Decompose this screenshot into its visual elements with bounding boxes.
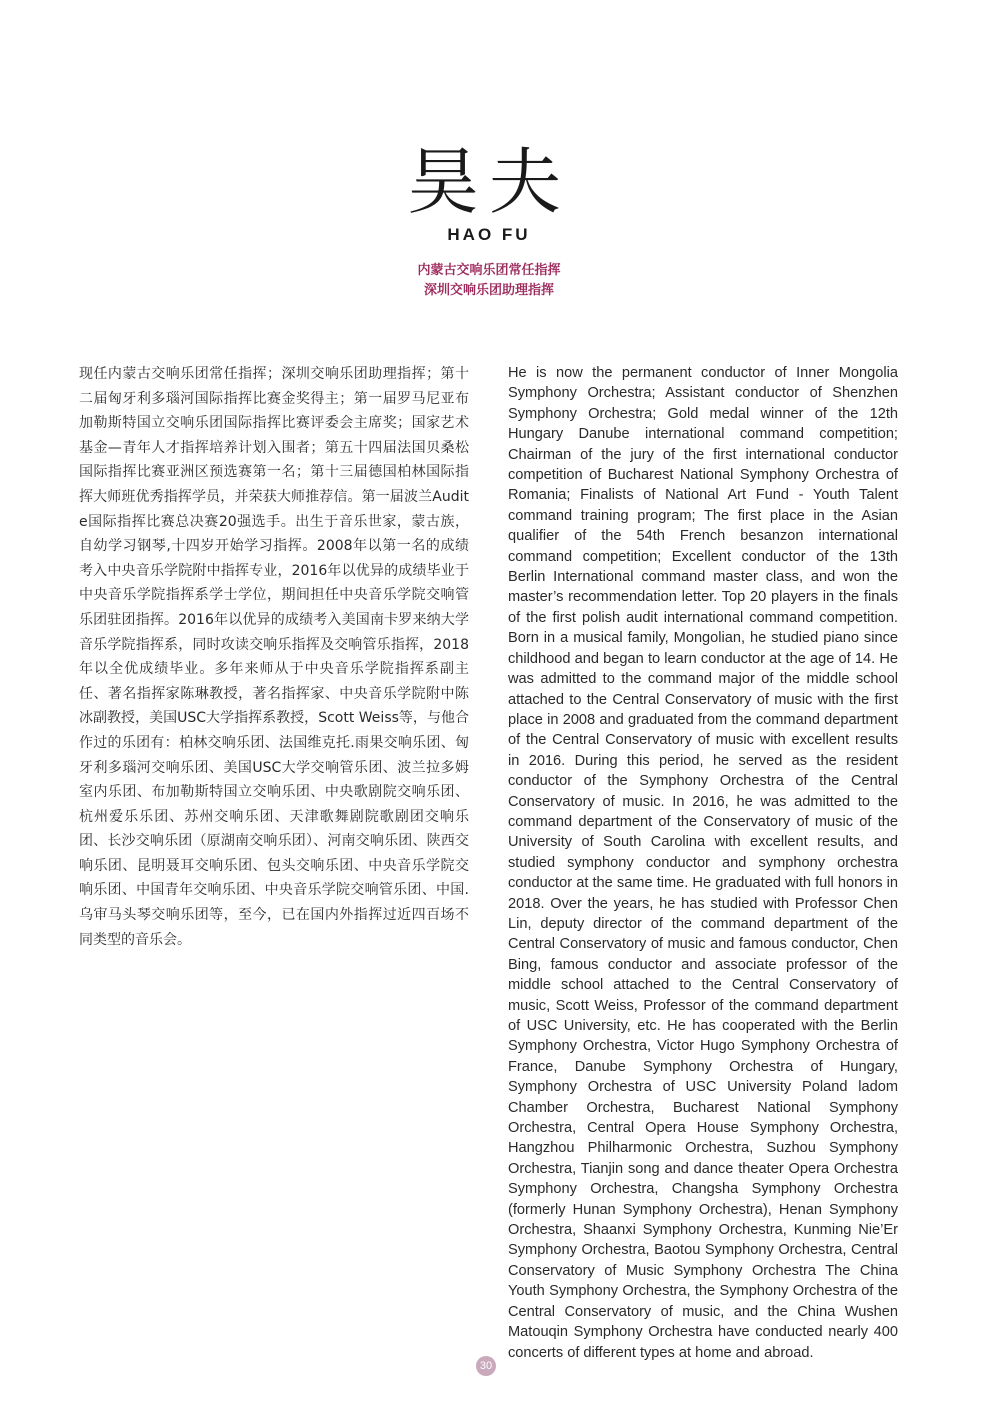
page-title-english: HAO FU (447, 225, 531, 244)
position-title-1: 内蒙古交响乐团常任指挥 (417, 263, 561, 278)
biography-english: He is now the permanent conductor of Inner Mongolia Symphony Orchestra; Assistant conductor of Shenzhen Symphony Orchestra; Gold medal winner of the 12th Hungary Danube international command competition; Chairman of the jury of the first international conductor competition of Bucharest National Symphony Orchestra of Romania; Finalists of National Art Fund - Youth Talent command training program; The first place in the Asian qualifier of the 54th French besanzon international command competition; Excellent conductor of the 13th Berlin International command master class, and won the master’s recommendation letter. Top 20 players in the finals of the first polish audit international command competition. Born in a musical family, Mongolian, he studied piano since childhood and began to learn conductor at the age of 14. He was admitted to the command major of the middle school attached to the Central Conservatory of music with the first place in 2008 and graduated from the command department of the Central Conservatory of music with excellent results in 2016. During this period, he served as the resident conductor of the Symphony Orchestra of the Central Conservatory of music. In 2016, he was admitted to the command department of the Conservatory of music of the University of South Carolina with excellent results, and studied symphony conductor and symphony orchestra conductor at the same time. He graduated with full honors in 2018. Over the years, he has studied with Professor Chen Lin, deputy director of the command department of the Central Conservatory of music and famous conductor, Chen Bing, famous conductor and associate professor of the middle school attached to the Central Conservatory of music, Scott Weiss, Professor of the command department of USC University, etc. He has cooperated with the Berlin Symphony Orchestra, Victor Hugo Symphony Orchestra of France, Danube Symphony Orchestra of Hungary, Symphony Orchestra of USC University Poland ladom Chamber Orchestra, Bucharest National Symphony Orchestra, Central Opera House Symphony Orchestra, Hangzhou Philharmonic Orchestra, Suzhou Symphony Orchestra, Tianjin song and dance theater Opera Orchestra Symphony Orchestra, Changsha Symphony Orchestra (formerly Hunan Symphony Orchestra), Henan Symphony Orchestra, Shaanxi Symphony Orchestra, Kunming Nie’Er Symphony Orchestra, Baotou Symphony Orchestra, Central Conservatory of Music Symphony Orchestra The China Youth Symphony Orchestra, the Symphony Orchestra of the Central Conservatory of music, and the China Wushen Matouqin Symphony Orchestra have conducted nearly 400 concerts of different types at home and abroad. (508, 365, 898, 1361)
page-title-chinese: 昊夫 (406, 140, 571, 224)
page-number-badge: 30 (476, 1356, 496, 1376)
biography-chinese: 现任内蒙古交响乐团常任指挥；深圳交响乐团助理指挥；第十二届匈牙利多瑙河国际指挥比赛金奖得主；第一届罗马尼亚布加勒斯特国立交响乐团国际指挥比赛评委会主席奖；国家艺术基金—青年人才指挥培养计划入围者；第五十四届法国贝桑松国际指挥比赛亚洲区预选赛第一名；第十三届德国柏林国际指挥大师班优秀指挥学员，并荣获大师推荐信。第一届波兰Audite国际指挥比赛总决赛20强选手。出生于音乐世家，蒙古族，自幼学习钢琴,十四岁开始学习指挥。2008年以第一名的成绩考入中央音乐学院附中指挥专业，2016年以优异的成绩毕业于中央音乐学院指挥系学士学位，期间担任中央音乐学院交响管乐团驻团指挥。2016年以优异的成绩考入美国南卡罗来纳大学音乐学院指挥系，同时攻读交响乐指挥及交响管乐指挥，2018年以全优成绩毕业。多年来师从于中央音乐学院指挥系副主任、著名指挥家陈琳教授，著名指挥家、中央音乐学院附中陈冰副教授，美国USC大学指挥系教授，Scott Weiss等，与他合作过的乐团有：柏林交响乐团、法国维克托.雨果交响乐团、匈牙利多瑙河交响乐团、美国USC大学交响管乐团、波兰拉多姆室内乐团、布加勒斯特国立交响乐团、中央歌剧院交响乐团、杭州爱乐乐团、苏州交响乐团、天津歌舞剧院歌剧团交响乐团、长沙交响乐团（原湖南交响乐团）、河南交响乐团、陕西交响乐团、昆明聂耳交响乐团、包头交响乐团、中央音乐学院交响乐团、中国青年交响乐团、中央音乐学院交响管乐团、中国.乌审马头琴交响乐团等，至今，已在国内外指挥过近四百场不同类型的音乐会。 (79, 366, 469, 948)
position-title-2: 深圳交响乐团助理指挥 (423, 283, 554, 298)
